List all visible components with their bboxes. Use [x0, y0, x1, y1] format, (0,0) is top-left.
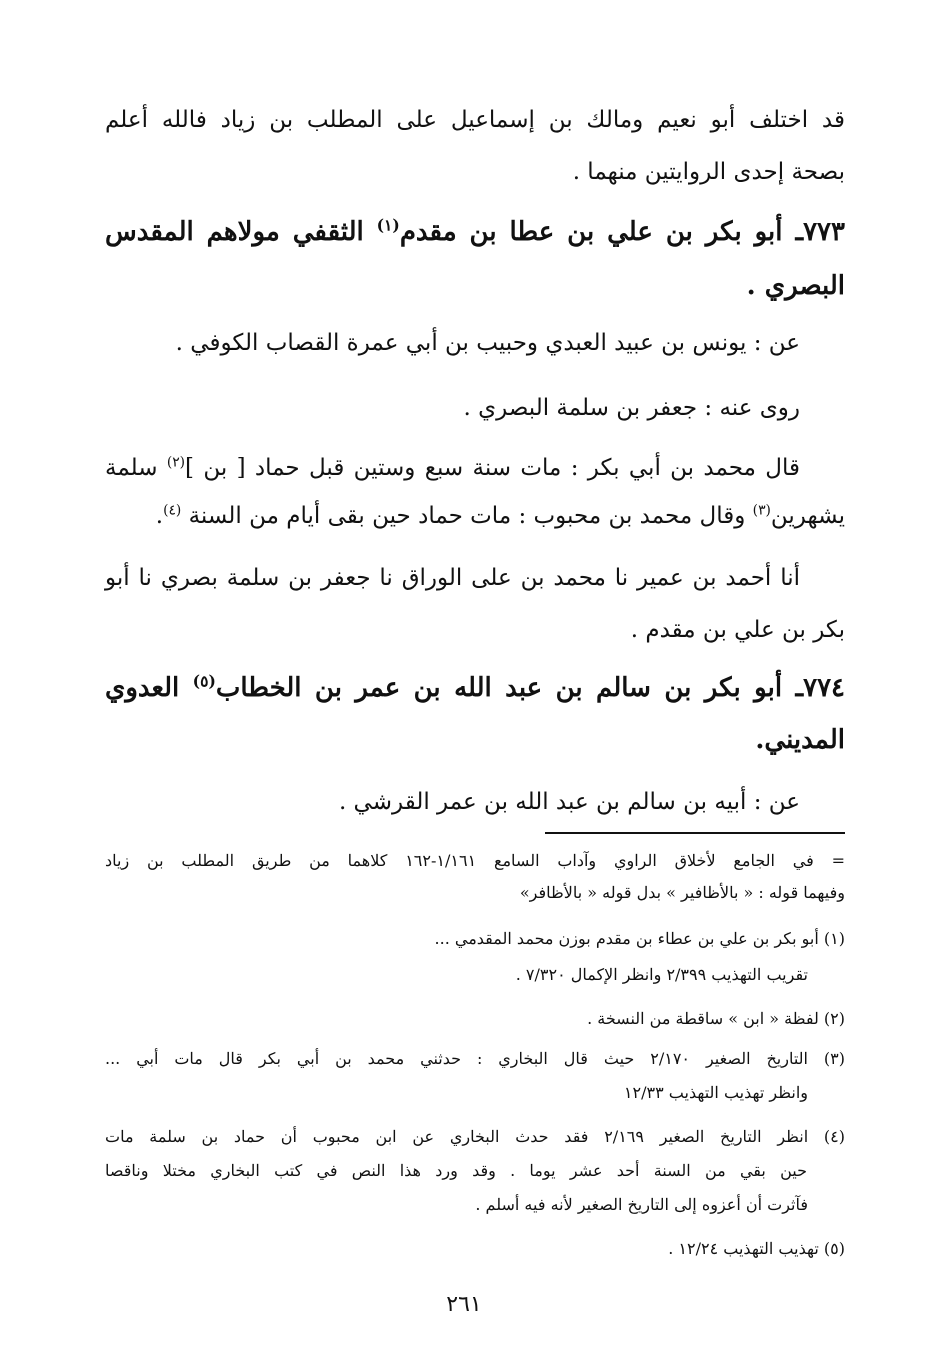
- paragraph-line: [573, 156, 845, 188]
- text: .: [155, 503, 164, 529]
- entry-name: أبو بكر بن علي بن عطا بن مقدم: [399, 217, 783, 247]
- text: سلمة: [105, 455, 158, 481]
- narrators-line: [464, 392, 801, 424]
- text: حين بقي من السنة أحد عشر يوما . وقد ورد هذا النص في كتب البخاري مختلا وناقصا: [105, 1161, 807, 1180]
- footnote-2: [587, 1006, 845, 1032]
- entry-number: ٧٧٤ـ: [795, 673, 846, 703]
- text: قال محمد بن أبي بكر : مات سنة سبع وستين قبل حماد [ بن ]: [185, 455, 800, 481]
- entry-number: ٧٧٣ـ: [795, 217, 845, 247]
- paragraph-line: [156, 500, 845, 532]
- footnote-1: [516, 962, 808, 988]
- text: أنا أحمد بن عمير نا محمد بن على الوراق نا جعفر بن سلمة بصري نا أبو: [105, 565, 800, 591]
- teachers-line: [176, 327, 800, 359]
- paragraph-line: [105, 452, 800, 484]
- footnote-ref: (١): [376, 215, 400, 235]
- footnote-separator: [545, 832, 845, 834]
- text: (٣) التاريخ الصغير ٢/١٧٠ حيث قال البخاري : حدثني محمد بن أبي بكر قال مات أبي ...: [105, 1049, 845, 1068]
- text: يشهرين: [770, 503, 845, 529]
- text: بصحة إحدى الروايتين منهما .: [572, 159, 845, 185]
- text: فآثرت أن أعزوه إلى التاريخ الصغير لأنه فيه أسلم .: [475, 1195, 808, 1214]
- text: (٢) لفظة « ابن » ساقطة من النسخة .: [587, 1009, 845, 1028]
- footnote-4: [475, 1192, 808, 1218]
- footnote-ref: (٥): [192, 671, 216, 691]
- footnote-3: [624, 1080, 808, 1106]
- text: (١) أبو بكر بن علي بن عطاء بن مقدم بوزن محمد المقدمي ...: [434, 929, 845, 948]
- footnote-ref: (٢): [166, 454, 186, 471]
- text: عن : يونس بن عبيد العبدي وحبيب بن أبي عمرة القصاب الكوفي .: [175, 330, 800, 356]
- footnote-4: [105, 1124, 845, 1150]
- teachers-line: [339, 786, 800, 818]
- text: وفيهما قوله : « بالأظافير » بدل قوله « بالأظافر»: [519, 883, 845, 902]
- entry-name-cont: الثقفي مولاهم المقدس: [105, 217, 364, 247]
- entry-heading-774-cont: [755, 722, 845, 758]
- footnote-5: [668, 1236, 845, 1262]
- entry-heading-773-cont: [747, 268, 845, 304]
- paragraph-line: [631, 614, 845, 646]
- text: تقريب التهذيب ٢/٣٩٩ وانظر الإكمال ٧/٣٢٠ .: [515, 965, 808, 984]
- footnote-4: [105, 1158, 807, 1184]
- entry-name-cont: العدوي: [105, 673, 180, 703]
- text: بكر بن علي بن مقدم .: [630, 617, 845, 643]
- footnote-3: [105, 1046, 845, 1072]
- text: (٤) انظر التاريخ الصغير ٢/١٦٩ فقد حدث البخاري عن ابن محبوب أن حماد بن سلمة مات: [105, 1127, 846, 1146]
- text: عن : أبيه بن سالم بن عبد الله بن عمر القرشي .: [338, 789, 800, 815]
- text: وانظر تهذيب التهذيب ١٢/٣٣: [623, 1083, 808, 1102]
- footnote-ref: (٣): [752, 502, 771, 519]
- page-number: ٢٦١: [446, 1292, 482, 1317]
- entry-name: أبو بكر بن سالم بن عبد الله بن عمر بن الخطاب: [215, 673, 783, 703]
- entry-name-cont: البصري .: [746, 271, 845, 301]
- text: وقال محمد بن محبوب : مات حماد حين بقى أيام من السنة: [188, 503, 746, 529]
- footnote-continued: [520, 880, 845, 906]
- text: (٥) تهذيب التهذيب ١٢/٢٤ .: [668, 1239, 845, 1258]
- text: روى عنه : جعفر بن سلمة البصري .: [463, 395, 800, 421]
- paragraph-line: [105, 104, 845, 136]
- text: = في الجامع لأخلاق الراوي وآداب السامع ١/١٦١-١٦٢ كلاهما من طريق المطلب بن زياد: [105, 851, 845, 870]
- footnote-continued: [105, 848, 845, 874]
- entry-heading-774: [105, 670, 845, 706]
- paragraph-line: [105, 562, 800, 594]
- entry-name-cont: المديني.: [755, 725, 845, 755]
- footnote-ref: (٤): [163, 502, 182, 519]
- text: قد اختلف أبو نعيم ومالك بن إسماعيل على المطلب بن زياد فالله أعلم: [105, 107, 845, 133]
- footnote-1: [435, 926, 845, 952]
- entry-heading-773: [105, 214, 845, 250]
